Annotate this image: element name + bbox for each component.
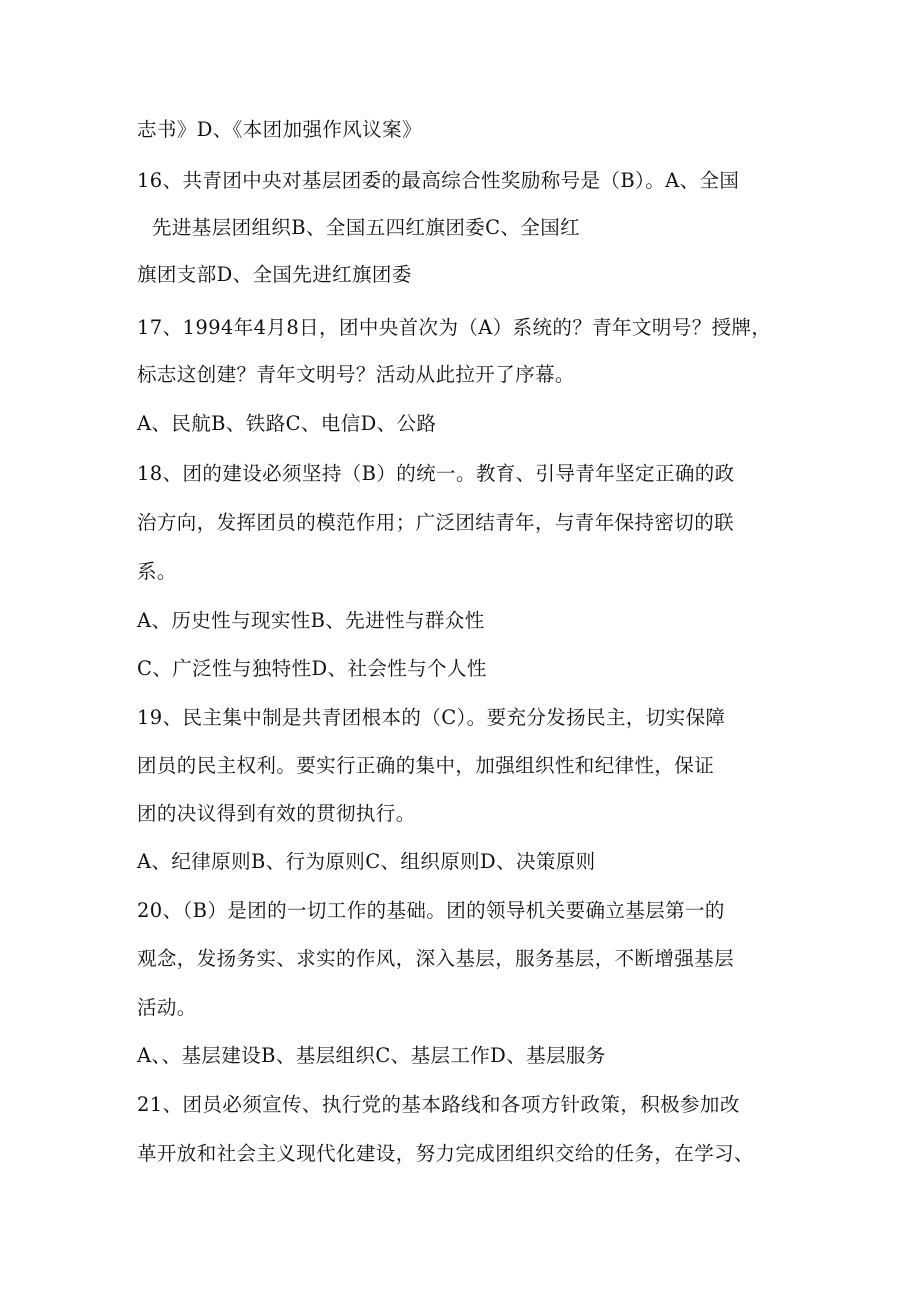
text-line: 团的决议得到有效的贯彻执行。	[137, 802, 416, 825]
text-line: 治方向，发挥团员的模范作用；广泛团结青年，与青年保持密切的联	[137, 511, 735, 534]
text-line: 先进基层团组织B、全国五四红旗团委C、全国红	[152, 216, 581, 239]
text-line: C、广泛性与独特性D、社会性与个人性	[137, 657, 487, 680]
text-line: 系。	[137, 560, 177, 583]
text-line: A、历史性与现实性B、先进性与群众性	[137, 609, 485, 632]
text-line: 志书》D、《本团加强作风议案》	[137, 118, 422, 141]
text-line: 20、（B）是团的一切工作的基础。团的领导机关要确立基层第一的	[137, 899, 725, 922]
text-line: 观念，发扬务实、求实的作风，深入基层，服务基层，不断增强基层	[137, 947, 735, 970]
text-line: 旗团支部D、全国先进红旗团委	[137, 263, 412, 286]
text-line: A、民航B、铁路C、电信D、公路	[137, 412, 437, 435]
text-line: 革开放和社会主义现代化建设，努力完成团组织交给的任务，在学习、	[137, 1142, 754, 1165]
text-line: 21、团员必须宣传、执行党的基本路线和各项方针政策，积极参加改	[137, 1093, 740, 1116]
text-line: 标志这创建？青年文明号？活动从此拉开了序幕。	[137, 363, 575, 386]
text-line: 17、1994年4月8日，团中央首次为（A）系统的？青年文明号？授牌，	[137, 316, 772, 339]
text-line: 18、团的建设必须坚持（B）的统一。教育、引导青年坚定正确的政	[137, 462, 735, 485]
text-line: A、、基层建设B、基层组织C、基层工作D、基层服务	[137, 1044, 606, 1067]
text-line: 活动。	[137, 996, 197, 1019]
text-line: 团员的民主权利。要实行正确的集中，加强组织性和纪律性，保证	[137, 754, 715, 777]
text-line: 16、共青团中央对基层团委的最高综合性奖励称号是（B）。A、全国	[137, 169, 740, 192]
text-line: 19、民主集中制是共青团根本的（C）。要充分发扬民主，切实保障	[137, 706, 726, 729]
text-line: A、纪律原则B、行为原则C、组织原则D、决策原则	[137, 850, 596, 873]
